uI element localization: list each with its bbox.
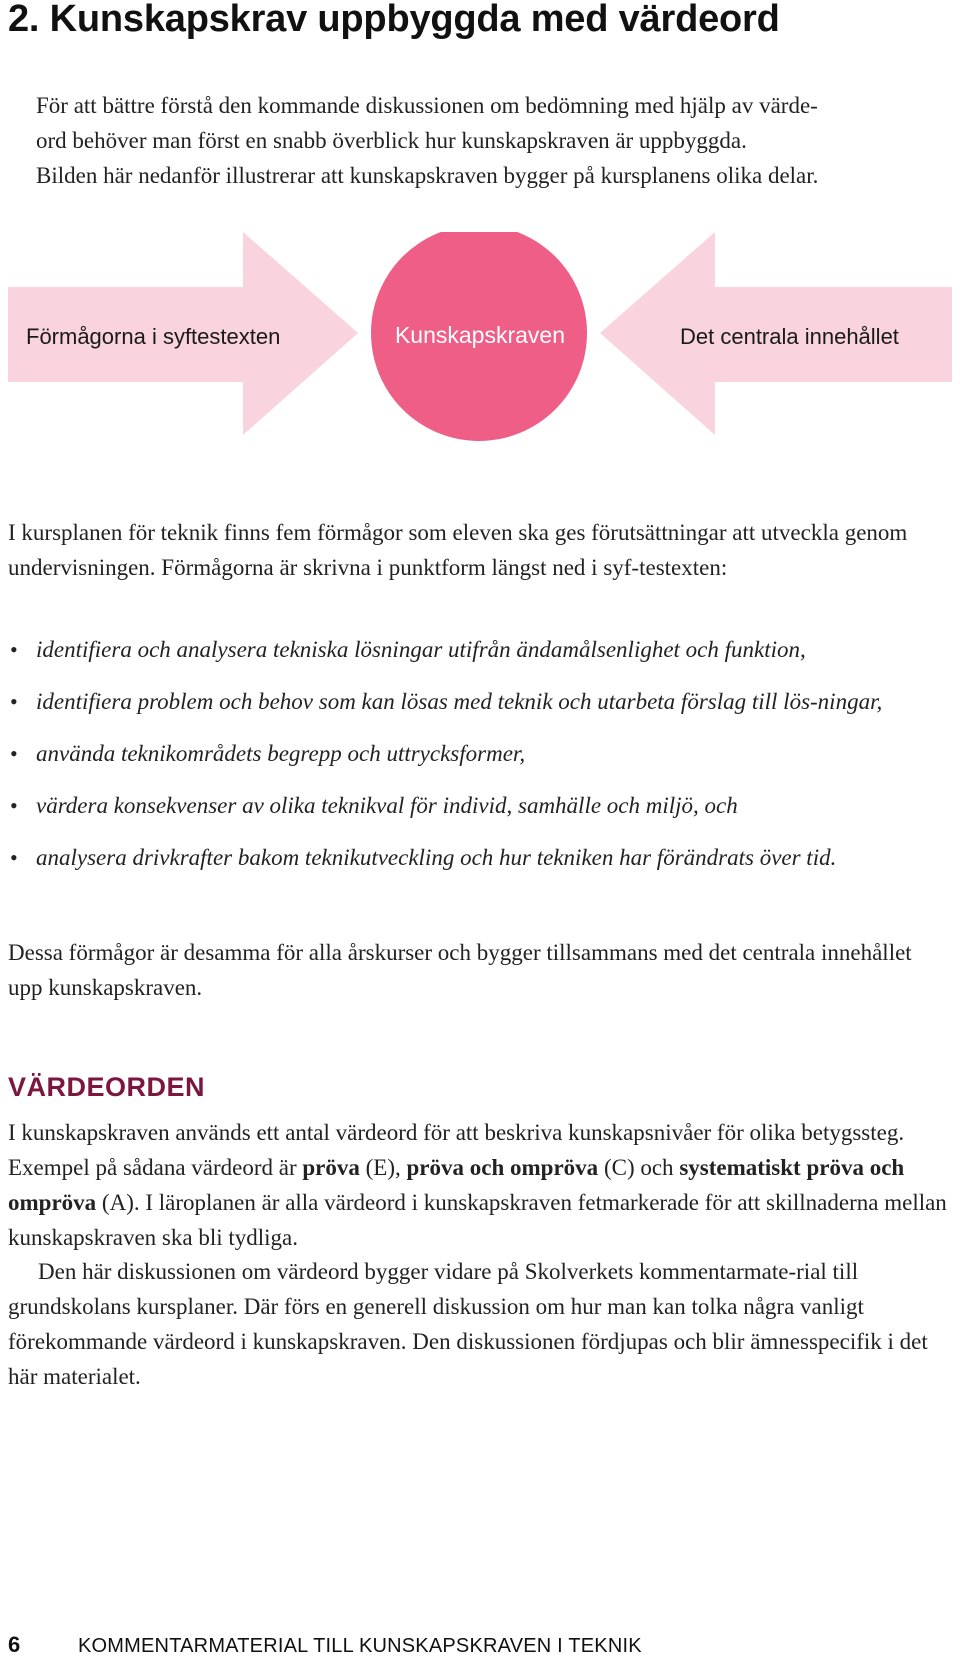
intro-paragraph (36, 88, 936, 193)
intro-line-2: ord behöver man först en snabb överblick hur kunskapskraven är uppbyggda. (36, 128, 747, 153)
section-heading: VÄRDEORDEN (8, 1072, 206, 1102)
text-run: (A). I läroplanen är alla värdeord i kunskapskraven fetmarkerade för att skillnaderna mellan kunskapskraven ska bli tydliga. (8, 1190, 947, 1250)
text-run: Den här diskussionen om värdeord bygger vidare på Skolverkets kommentarmate-rial till grundskolans kursplaner. Där förs en generell diskussion om hur man kan tolka några vanligt förekommande värdeord i kunskapskraven. Den diskussionen fördjupas och blir ämnesspecifik i det här materialet. (8, 1259, 928, 1389)
list-item-text: analysera drivkrafter bakom teknikutveckling och hur tekniken har förändrats över tid. (36, 845, 837, 870)
curriculum-diagram (0, 232, 960, 467)
page-number: 6 (8, 1632, 21, 1657)
bullet-icon: • (10, 637, 18, 662)
bold-term: systematiskt pröva och ompröva (8, 1155, 905, 1215)
intro-line-1: För att bättre förstå den kommande diskussionen om bedömning med hjälp av värde- (36, 93, 818, 118)
list-item (8, 840, 938, 875)
intro-line-3: Bilden här nedanför illustrerar att kunskapskraven bygger på kursplanens olika delar. (36, 163, 819, 188)
list-item-text: identifiera problem och behov som kan lösas med teknik och utarbeta förslag till lös-ningar, (36, 689, 883, 714)
list-item (8, 684, 938, 719)
list-item-text: identifiera och analysera tekniska lösningar utifrån ändamålsenlighet och funktion, (36, 637, 806, 662)
abilities-list (8, 632, 938, 892)
list-item (8, 736, 938, 771)
text-run: I kunskapskraven används ett antal värdeord för att beskriva kunskapsnivåer för olika betygssteg. Exempel på sådana värdeord är (8, 1120, 905, 1180)
bold-term: pröva (302, 1155, 360, 1180)
section-paragraph-2 (8, 1254, 948, 1394)
list-item-text: värdera konsekvenser av olika teknikval för individ, samhälle och miljö, och (36, 793, 738, 818)
list-item (8, 632, 938, 667)
bold-term: pröva och ompröva (406, 1155, 599, 1180)
body-paragraph-1: I kursplanen för teknik finns fem förmågor som eleven ska ges förutsättningar att utveckla genom undervisningen. Förmågorna är skrivna i punktform längst ned i syf-testexten: (8, 520, 908, 580)
center-circle-label: Kunskapskraven (394, 322, 566, 348)
right-arrow-label: Det centrala innehållet (680, 324, 899, 349)
page-heading: 2. Kunskapskrav uppbyggda med värdeord (8, 0, 780, 40)
text-run: (C) och (598, 1155, 680, 1180)
list-item (8, 788, 938, 823)
text-run: (E), (359, 1155, 407, 1180)
bullet-icon: • (10, 845, 18, 870)
section-paragraph-1 (8, 1115, 948, 1255)
page-footer (8, 1632, 642, 1658)
left-arrow-label: Förmågorna i syftestexten (26, 324, 281, 349)
bullet-icon: • (10, 689, 18, 714)
bullet-icon: • (10, 741, 18, 766)
body-paragraph-2: Dessa förmågor är desamma för alla årskurser och bygger tillsammans med det centrala innehållet upp kunskapskraven. (8, 940, 912, 1000)
footer-title: KOMMENTARMATERIAL TILL KUNSKAPSKRAVEN I TEKNIK (78, 1635, 642, 1657)
bullet-icon: • (10, 793, 18, 818)
list-item-text: använda teknikområdets begrepp och uttrycksformer, (36, 741, 526, 766)
